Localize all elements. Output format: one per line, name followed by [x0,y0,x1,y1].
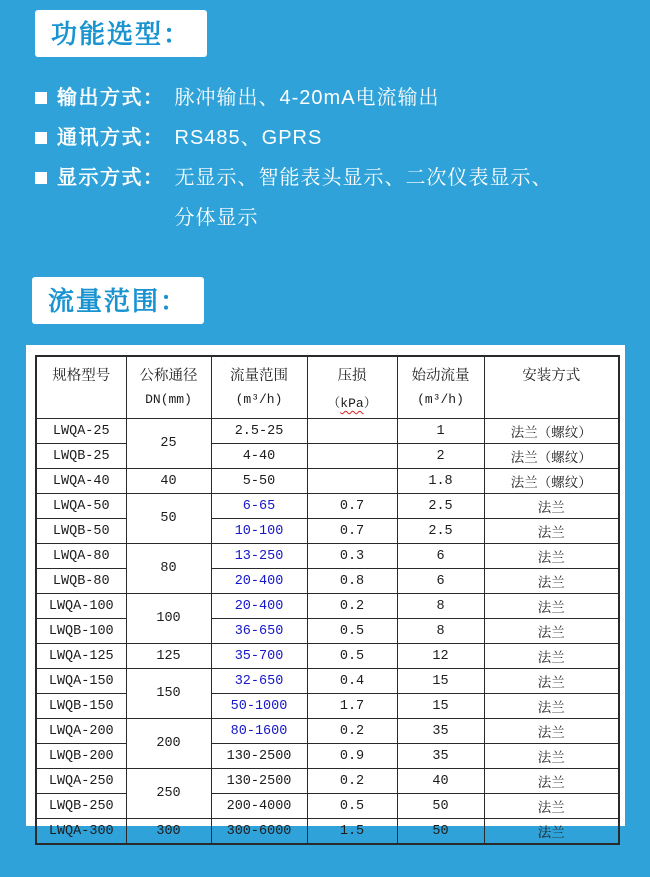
start-flow-cell: 50 [397,819,484,845]
flow-range-table [35,355,620,845]
flow-range-cell: 80-1600 [211,719,307,744]
install-cell: 法兰 [484,619,619,644]
pressure-loss-cell: 0.8 [307,569,397,594]
install-cell: 法兰 [484,594,619,619]
flow-range-cell: 130-2500 [211,744,307,769]
install-cell: 法兰（螺纹） [484,419,619,444]
dn-cell: 300 [126,819,211,845]
pressure-loss-cell: 0.2 [307,719,397,744]
bullet-square-icon [35,172,47,184]
flow-range-cell: 6-65 [211,494,307,519]
install-cell: 法兰 [484,769,619,794]
model-cell: LWQB-250 [36,794,126,819]
start-flow-cell: 1.8 [397,469,484,494]
spellcheck-underline: kPa [340,396,364,411]
section-title-flow [32,277,204,324]
start-flow-cell: 6 [397,569,484,594]
start-flow-cell: 15 [397,669,484,694]
pressure-loss-cell: 0.5 [307,794,397,819]
table-row [36,494,619,519]
table-header [36,356,619,419]
column-header: 安装方式 [484,356,619,419]
feature-value-line2: 分体显示 [174,207,259,229]
flow-table-card [26,345,625,842]
install-cell: 法兰 [484,569,619,594]
model-cell: LWQA-200 [36,719,126,744]
start-flow-cell: 40 [397,769,484,794]
install-cell: 法兰 [484,544,619,569]
start-flow-cell: 12 [397,644,484,669]
dn-cell: 40 [126,469,211,494]
start-flow-cell: 1 [397,419,484,444]
bullet-square-icon [35,92,47,104]
model-cell: LWQB-200 [36,744,126,769]
table-body [36,419,619,845]
table-row [36,594,619,619]
model-cell: LWQA-250 [36,769,126,794]
flow-range-cell: 10-100 [211,519,307,544]
table-row [36,744,619,769]
start-flow-cell: 35 [397,744,484,769]
install-cell: 法兰（螺纹） [484,444,619,469]
pressure-loss-cell [307,419,397,444]
install-cell: 法兰（螺纹） [484,469,619,494]
feature-label: 通讯方式： [57,127,165,149]
flow-range-cell: 130-2500 [211,769,307,794]
start-flow-cell: 35 [397,719,484,744]
pressure-loss-cell: 0.3 [307,544,397,569]
dn-cell: 250 [126,769,211,819]
dn-cell: 50 [126,494,211,544]
pressure-loss-cell: 0.7 [307,494,397,519]
dn-cell: 80 [126,544,211,594]
feature-value-line1: 无显示、智能表头显示、二次仪表显示、 [174,167,553,189]
model-cell: LWQB-150 [36,694,126,719]
table-row [36,619,619,644]
pressure-loss-cell: 0.7 [307,519,397,544]
pressure-loss-cell: 0.5 [307,644,397,669]
start-flow-cell: 8 [397,619,484,644]
table-row [36,794,619,819]
table-header-row [36,356,619,419]
flow-range-cell: 13-250 [211,544,307,569]
flow-range-cell: 20-400 [211,569,307,594]
column-header: 始动流量 (m³/h) [397,356,484,419]
column-header: 流量范围 (m³/h) [211,356,307,419]
install-cell: 法兰 [484,669,619,694]
dn-cell: 125 [126,644,211,669]
model-cell: LWQA-40 [36,469,126,494]
feature-item-display [35,158,635,238]
flow-range-cell: 20-400 [211,594,307,619]
start-flow-cell: 50 [397,794,484,819]
pressure-loss-cell [307,469,397,494]
flow-range-cell: 32-650 [211,669,307,694]
install-cell: 法兰 [484,744,619,769]
model-cell: LWQA-80 [36,544,126,569]
pressure-loss-cell: 1.5 [307,819,397,845]
start-flow-cell: 6 [397,544,484,569]
table-row [36,819,619,845]
install-cell: 法兰 [484,694,619,719]
bullet-square-icon [35,132,47,144]
flow-range-cell: 2.5-25 [211,419,307,444]
install-cell: 法兰 [484,719,619,744]
table-row [36,719,619,744]
column-header: 压损 （kPa） [307,356,397,419]
table-row [36,469,619,494]
table-row [36,644,619,669]
table-row [36,444,619,469]
model-cell: LWQB-25 [36,444,126,469]
section-title-flow-text: 流量范围： [48,286,189,316]
pressure-loss-cell: 0.5 [307,619,397,644]
feature-item-output [35,78,635,118]
feature-value: RS485、GPRS [174,127,323,149]
start-flow-cell: 2.5 [397,494,484,519]
pressure-loss-cell: 0.9 [307,744,397,769]
table-row [36,569,619,594]
model-cell: LWQA-25 [36,419,126,444]
feature-list [35,78,635,238]
table-row [36,694,619,719]
section-title-function-text: 功能选型： [51,19,192,49]
start-flow-cell: 2.5 [397,519,484,544]
column-header: 公称通径 DN(mm) [126,356,211,419]
dn-cell: 25 [126,419,211,469]
pressure-loss-cell [307,444,397,469]
pressure-loss-cell: 0.4 [307,669,397,694]
model-cell: LWQB-50 [36,519,126,544]
feature-item-communication [35,118,635,158]
flow-range-cell: 300-6000 [211,819,307,845]
dn-cell: 200 [126,719,211,769]
table-row [36,544,619,569]
install-cell: 法兰 [484,494,619,519]
model-cell: LWQA-300 [36,819,126,845]
install-cell: 法兰 [484,819,619,845]
flow-range-cell: 5-50 [211,469,307,494]
install-cell: 法兰 [484,644,619,669]
flow-range-cell: 35-700 [211,644,307,669]
feature-value: 脉冲输出、4-20mA电流输出 [174,87,440,109]
start-flow-cell: 2 [397,444,484,469]
start-flow-cell: 8 [397,594,484,619]
pressure-loss-cell: 1.7 [307,694,397,719]
section-title-function [35,10,207,57]
model-cell: LWQA-100 [36,594,126,619]
model-cell: LWQA-50 [36,494,126,519]
start-flow-cell: 15 [397,694,484,719]
table-row [36,519,619,544]
pressure-loss-cell: 0.2 [307,594,397,619]
flow-range-cell: 4-40 [211,444,307,469]
install-cell: 法兰 [484,519,619,544]
dn-cell: 150 [126,669,211,719]
install-cell: 法兰 [484,794,619,819]
column-header: 规格型号 [36,356,126,419]
flow-range-cell: 36-650 [211,619,307,644]
feature-label: 显示方式： [57,167,165,189]
table-row [36,669,619,694]
table-row [36,419,619,444]
model-cell: LWQB-100 [36,619,126,644]
dn-cell: 100 [126,594,211,644]
flow-range-cell: 200-4000 [211,794,307,819]
feature-label: 输出方式： [57,87,165,109]
model-cell: LWQA-150 [36,669,126,694]
flow-range-cell: 50-1000 [211,694,307,719]
model-cell: LWQA-125 [36,644,126,669]
table-row [36,769,619,794]
feature-value [175,158,553,238]
model-cell: LWQB-80 [36,569,126,594]
pressure-loss-cell: 0.2 [307,769,397,794]
